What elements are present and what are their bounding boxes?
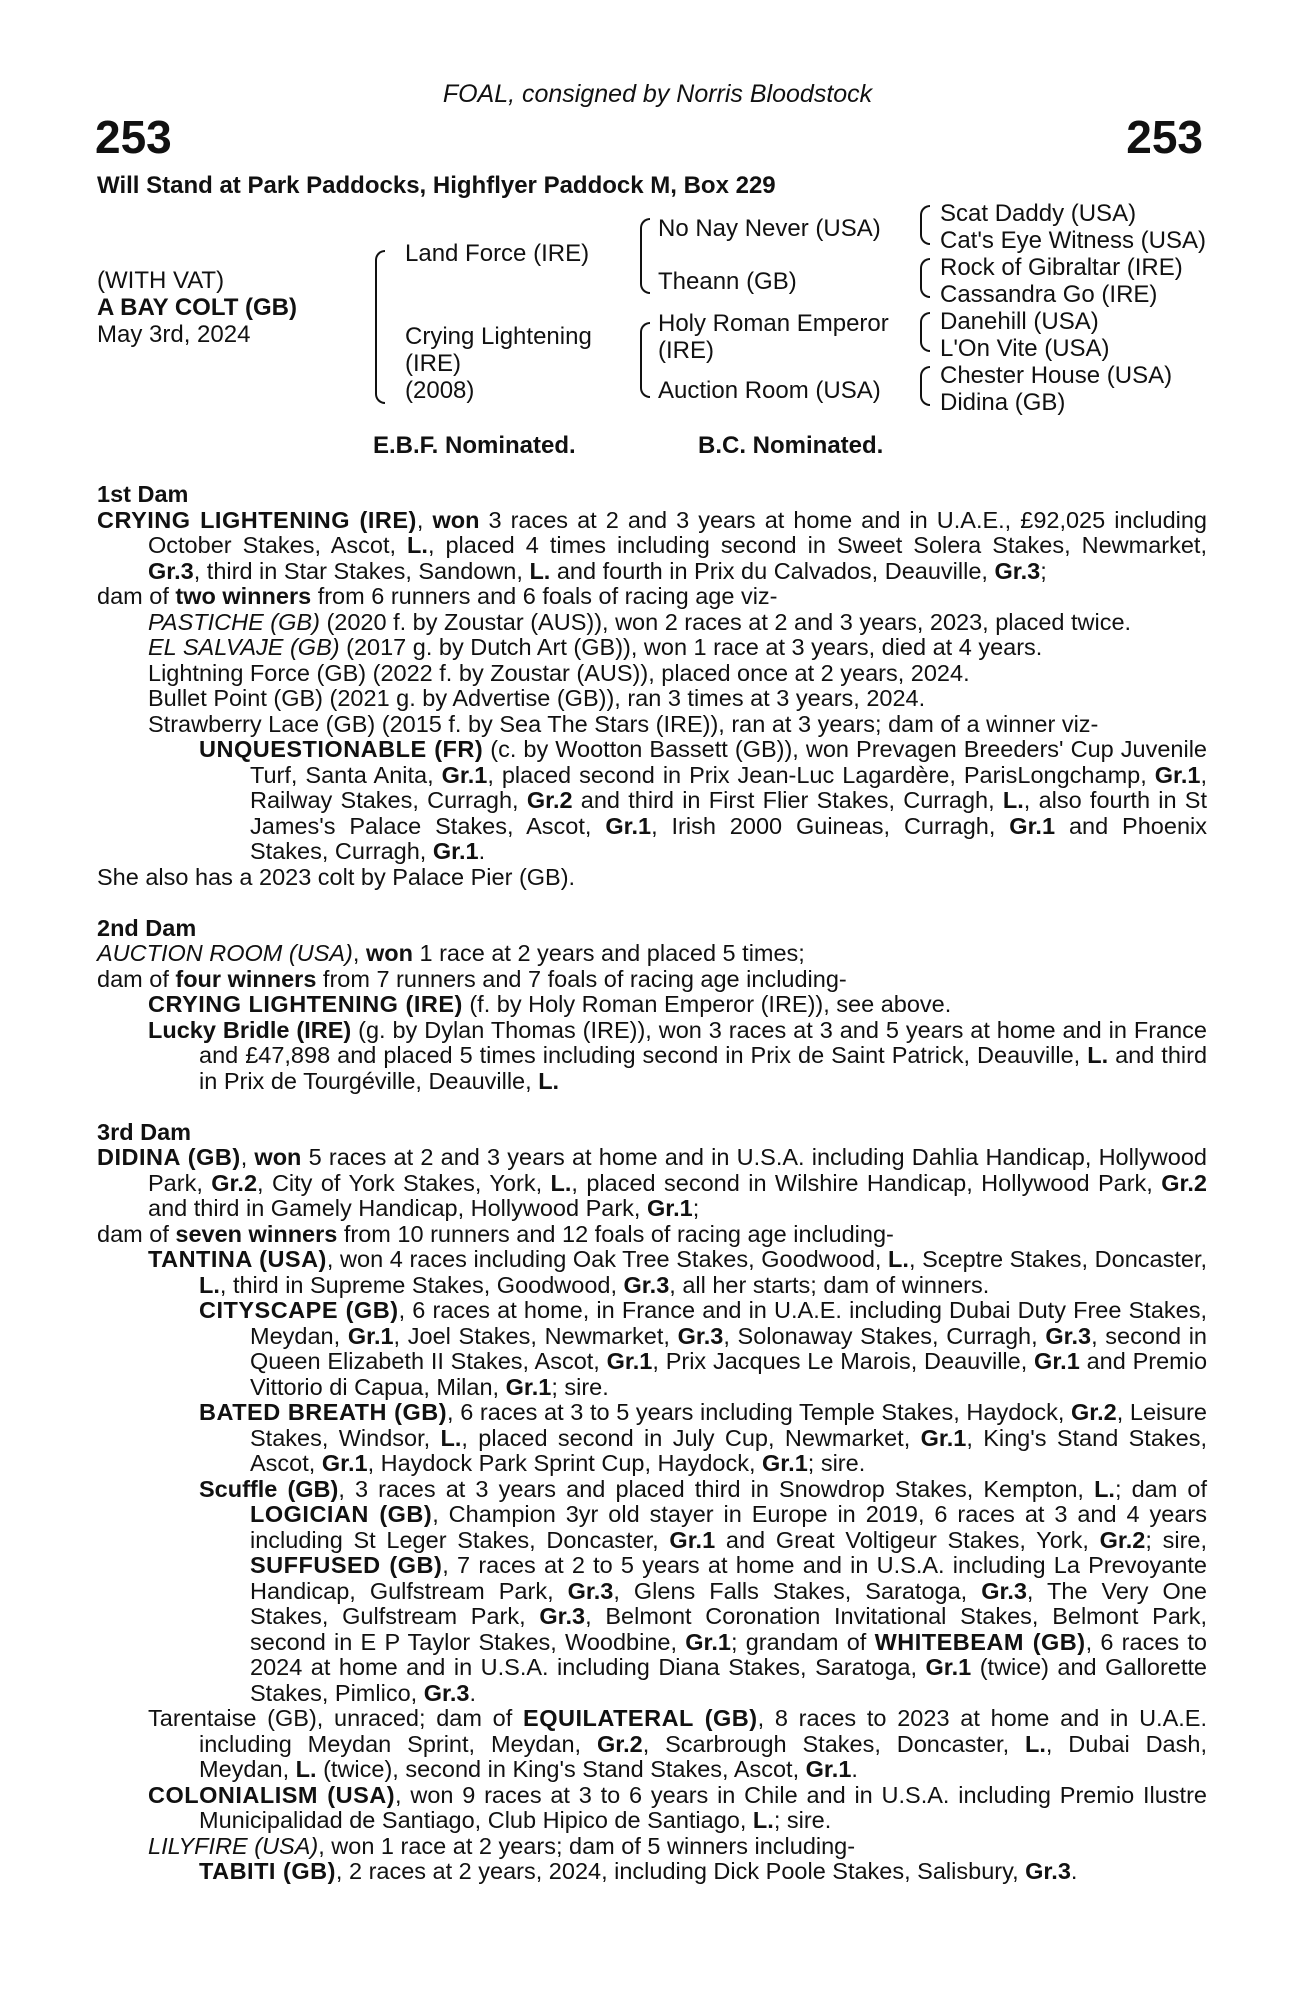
produce-tabiti: TABITI (GB), 2 races at 2 years, 2024, including Dick Poole Stakes, Salisbury, Gr.3.: [199, 1858, 1078, 1884]
dam-name-line3: (2008): [405, 377, 475, 404]
dam-name-line1: Crying Lightening: [405, 323, 592, 350]
first-dam-note: She also has a 2023 colt by Palace Pier (GB).: [97, 863, 576, 890]
stand-location: Will Stand at Park Paddocks, Highflyer Paddock M, Box 229: [97, 172, 776, 199]
brace-gen3-4: [920, 366, 930, 406]
brace-gen3-3: [920, 312, 930, 352]
produce-pastiche: PASTICHE (GB) (2020 f. by Zoustar (AUS)), won 2 races at 2 and 3 years, 2023, placed twice.: [148, 608, 1132, 635]
brace-gen3-1: [920, 205, 930, 245]
sire-sire: No Nay Never (USA): [658, 215, 881, 242]
sire-dam: Theann (GB): [658, 268, 797, 295]
third-dam-produce-summary: dam of seven winners from 10 runners and 12 foals of racing age including-: [97, 1220, 894, 1247]
ped-sds: Rock of Gibraltar (IRE): [940, 254, 1183, 281]
first-dam-heading: 1st Dam: [97, 481, 189, 507]
brace-gen1: [375, 250, 385, 404]
first-dam-produce-summary: dam of two winners from 6 runners and 6 foals of racing age viz-: [97, 583, 778, 609]
produce-unquestionable: UNQUESTIONABLE (FR) (c. by Wootton Bassett (GB)), won Prevagen Breeders' Cup Juvenile Turf, Santa Anita, Gr.1, placed second in Prix Jean-Luc Lagardère, ParisLongchamp, Gr.1, Railway Stakes, Curragh, Gr.2 and third in First Flier Stakes, Curragh, L., also fourth in St James's Palace Stakes, Ascot, Gr.1, Irish 2000 Guineas, Curragh, Gr.1 and Phoenix Stakes, Curragh, Gr.1.: [199, 736, 1208, 864]
produce-bullet-point: Bullet Point (GB) (2021 g. by Advertise (GB)), ran 3 times at 3 years, 2024.: [148, 685, 926, 711]
lot-number-left: 253: [95, 111, 172, 163]
vat-note: (WITH VAT): [97, 267, 225, 294]
dam-sire-line1: Holy Roman Emperor: [658, 310, 889, 337]
ped-ddd: Didina (GB): [940, 389, 1066, 416]
bc-nomination: B.C. Nominated.: [698, 432, 884, 459]
second-dam-record: AUCTION ROOM (USA), won 1 race at 2 years and placed 5 times;: [97, 940, 805, 966]
produce-lucky-bridle: Lucky Bridle (IRE) (g. by Dylan Thomas (IRE)), won 3 races at 3 and 5 years at home and in France and £47,898 and placed 5 times including second in Prix de Saint Patrick, Deauville, L. and third in Prix de Tourgéville, Deauville, L.: [148, 1016, 1208, 1094]
second-dam-produce-summary: dam of four winners from 7 runners and 7 foals of racing age including-: [97, 965, 847, 992]
lot-number-right: 253: [1126, 111, 1203, 163]
first-dam-record: CRYING LIGHTENING (IRE), won 3 races at 2 and 3 years at home and in U.A.E., £92,025 including October Stakes, Ascot, L., placed 4 times including second in Sweet Solera Stakes, Newmarket, Gr.3, third in Star Stakes, Sandown, L. and fourth in Prix du Calvados, Deauville, Gr.3;: [97, 506, 1207, 584]
ped-sss: Scat Daddy (USA): [940, 200, 1137, 227]
produce-tantina: TANTINA (USA), won 4 races including Oak Tree Stakes, Goodwood, L., Sceptre Stakes, Doncaster, L., third in Supreme Stakes, Goodwood, Gr.3, all her starts; dam of winners.: [148, 1246, 1208, 1298]
brace-sire: [640, 218, 650, 294]
produce-cityscape: CITYSCAPE (GB), 6 races at home, in France and in U.A.E. including Dubai Duty Free Stakes, Meydan, Gr.1, Joel Stakes, Newmarket, Gr.3, Solonaway Stakes, Curragh, Gr.3, second in Queen Elizabeth II Stakes, Ascot, Gr.1, Prix Jacques Le Marois, Deauville, Gr.1 and Premio Vittorio di Capua, Milan, Gr.1; sire.: [199, 1297, 1208, 1400]
produce-lilyfire: LILYFIRE (USA), won 1 race at 2 years; dam of 5 winners including-: [148, 1832, 856, 1859]
foaled-date: May 3rd, 2024: [97, 321, 251, 348]
brace-gen3-2: [920, 258, 930, 298]
produce-lightning-force: Lightning Force (GB) (2022 f. by Zoustar (AUS)), placed once at 2 years, 2024.: [148, 659, 970, 686]
ped-dsd: L'On Vite (USA): [940, 335, 1110, 362]
produce-tarentaise: Tarentaise (GB), unraced; dam of EQUILATERAL (GB), 8 races to 2023 at home and in U.A.E. including Meydan Sprint, Meydan, Gr.2, Scarbrough Stakes, Doncaster, L., Dubai Dash, Meydan, L. (twice), second in King's Stand Stakes, Ascot, Gr.1.: [148, 1705, 1207, 1782]
lot-name: A BAY COLT (GB): [97, 294, 298, 321]
ped-dss: Danehill (USA): [940, 308, 1099, 335]
produce-strawberry-lace: Strawberry Lace (GB) (2015 f. by Sea The Stars (IRE)), ran at 3 years; dam of a winner viz-: [148, 710, 1099, 737]
third-dam-heading: 3rd Dam: [97, 1118, 192, 1145]
ped-dds: Chester House (USA): [940, 362, 1173, 389]
dam-sire-line2: (IRE): [658, 337, 714, 364]
produce-colonialism: COLONIALISM (USA), won 9 races at 3 to 6 years in Chile and in U.S.A. including Premio Ilustre Municipalidad de Santiago, Club Hipico de Santiago, L.; sire.: [148, 1781, 1207, 1833]
dam-name-line2: (IRE): [405, 350, 461, 377]
second-dam-heading: 2nd Dam: [97, 914, 197, 941]
produce-bated-breath: BATED BREATH (GB), 6 races at 3 to 5 years including Temple Stakes, Haydock, Gr.2, Leisure Stakes, Windsor, L., placed second in July Cup, Newmarket, Gr.1, King's Stand Stakes, Ascot, Gr.1, Haydock Park Sprint Cup, Haydock, Gr.1; sire.: [199, 1399, 1207, 1476]
produce-crying-lightening: CRYING LIGHTENING (IRE) (f. by Holy Roman Emperor (IRE)), see above.: [148, 991, 952, 1017]
produce-scuffle: Scuffle (GB), 3 races at 3 years and placed third in Snowdrop Stakes, Kempton, L.; dam of LOGICIAN (GB), Champion 3yr old stayer in Europe in 2019, 6 races at 3 and 4 years including St Leger Stakes, Doncaster, Gr.1 and Great Voltigeur Stakes, York, Gr.2; sire, SUFFUSED (GB), 7 races at 2 to 5 years at home and in U.S.A. including La Prevoyante Handicap, Gulfstream Park, Gr.3, Glens Falls Stakes, Saratoga, Gr.3, The Very One Stakes, Gulfstream Park, Gr.3, Belmont Coronation Invitational Stakes, Belmont Park, second in E P Taylor Stakes, Woodbine, Gr.1; grandam of WHITEBEAM (GB), 6 races to 2024 at home and in U.S.A. including Diana Stakes, Saratoga, Gr.1 (twice) and Gallorette Stakes, Pimlico, Gr.3.: [199, 1475, 1208, 1706]
consignor-line: FOAL, consigned by Norris Bloodstock: [442, 80, 873, 108]
dam-dam: Auction Room (USA): [658, 377, 881, 404]
ped-sdd: Cassandra Go (IRE): [940, 281, 1158, 308]
third-dam-record: DIDINA (GB), won 5 races at 2 and 3 years at home and in U.S.A. including Dahlia Handicap, Hollywood Park, Gr.2, City of York Stakes, York, L., placed second in Wilshire Handicap, Hollywood Park, Gr.2 and third in Gamely Handicap, Hollywood Park, Gr.1;: [97, 1144, 1207, 1221]
ped-ssd: Cat's Eye Witness (USA): [940, 227, 1206, 254]
catalogue-body: [97, 482, 1207, 1885]
ebf-nomination: E.B.F. Nominated.: [373, 432, 576, 459]
sire-name: Land Force (IRE): [405, 240, 590, 267]
brace-dam: [640, 322, 650, 398]
produce-el-salvaje: EL SALVAJE (GB) (2017 g. by Dutch Art (GB)), won 1 race at 3 years, died at 4 years.: [148, 634, 1043, 660]
